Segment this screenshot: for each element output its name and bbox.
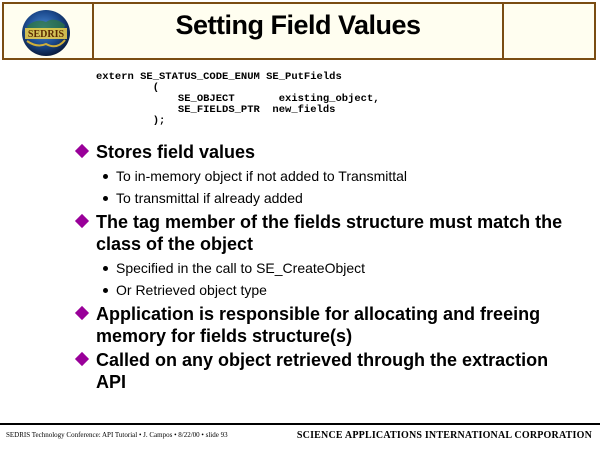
code-block: [96, 72, 380, 127]
bullet-text: Application is responsible for allocating and freeing memory for fields structure(s): [96, 304, 541, 346]
page-title: Setting Field Values: [175, 10, 421, 40]
diamond-bullet-icon: [75, 306, 89, 320]
sub-bullet-text: To transmittal if already added: [116, 190, 303, 206]
sub-bullet-item: [76, 259, 576, 277]
sub-bullet-item: [76, 167, 576, 185]
logo-frame: [2, 2, 94, 60]
dot-bullet-icon: [103, 196, 108, 201]
footer-company: SCIENCE APPLICATIONS INTERNATIONAL CORPORATION: [296, 430, 592, 441]
footer-credit: SEDRIS Technology Conference: API Tutorial • J. Campos • 8/22/00 • slide 93: [6, 431, 228, 439]
sub-bullet-item: [76, 189, 576, 207]
bullet-item: [76, 211, 576, 255]
diamond-bullet-icon: [75, 214, 89, 228]
bullet-list: [76, 141, 576, 395]
bullet-item: [76, 303, 576, 347]
code-line: (: [96, 82, 160, 94]
diamond-bullet-icon: [75, 352, 89, 366]
bullet-item: [76, 349, 576, 393]
bullet-text: Stores field values: [96, 142, 256, 162]
dot-bullet-icon: [103, 266, 108, 271]
dot-bullet-icon: [103, 174, 108, 179]
dot-bullet-icon: [103, 288, 108, 293]
sedris-logo: [19, 8, 73, 58]
sub-bullet-item: [76, 281, 576, 299]
bullet-item: [76, 141, 576, 163]
bullet-text: Called on any object retrieved through the extraction API: [96, 350, 549, 392]
code-line: extern SE_STATUS_CODE_ENUM SE_PutFields: [96, 71, 342, 83]
sub-bullet-text: Or Retrieved object type: [116, 282, 267, 298]
bullet-text: The tag member of the fields structure must match the class of the object: [96, 212, 563, 254]
header-right-frame: [502, 2, 596, 60]
sub-bullet-text: To in-memory object if not added to Transmittal: [116, 168, 408, 184]
diamond-bullet-icon: [75, 144, 89, 158]
footer-divider: [0, 423, 600, 425]
logo-text: SEDRIS: [27, 29, 65, 40]
code-line: SE_OBJECT existing_object,: [96, 93, 380, 105]
code-line: );: [96, 115, 166, 127]
sub-bullet-text: Specified in the call to SE_CreateObject: [116, 260, 366, 276]
code-line: SE_FIELDS_PTR new_fields: [96, 104, 336, 116]
